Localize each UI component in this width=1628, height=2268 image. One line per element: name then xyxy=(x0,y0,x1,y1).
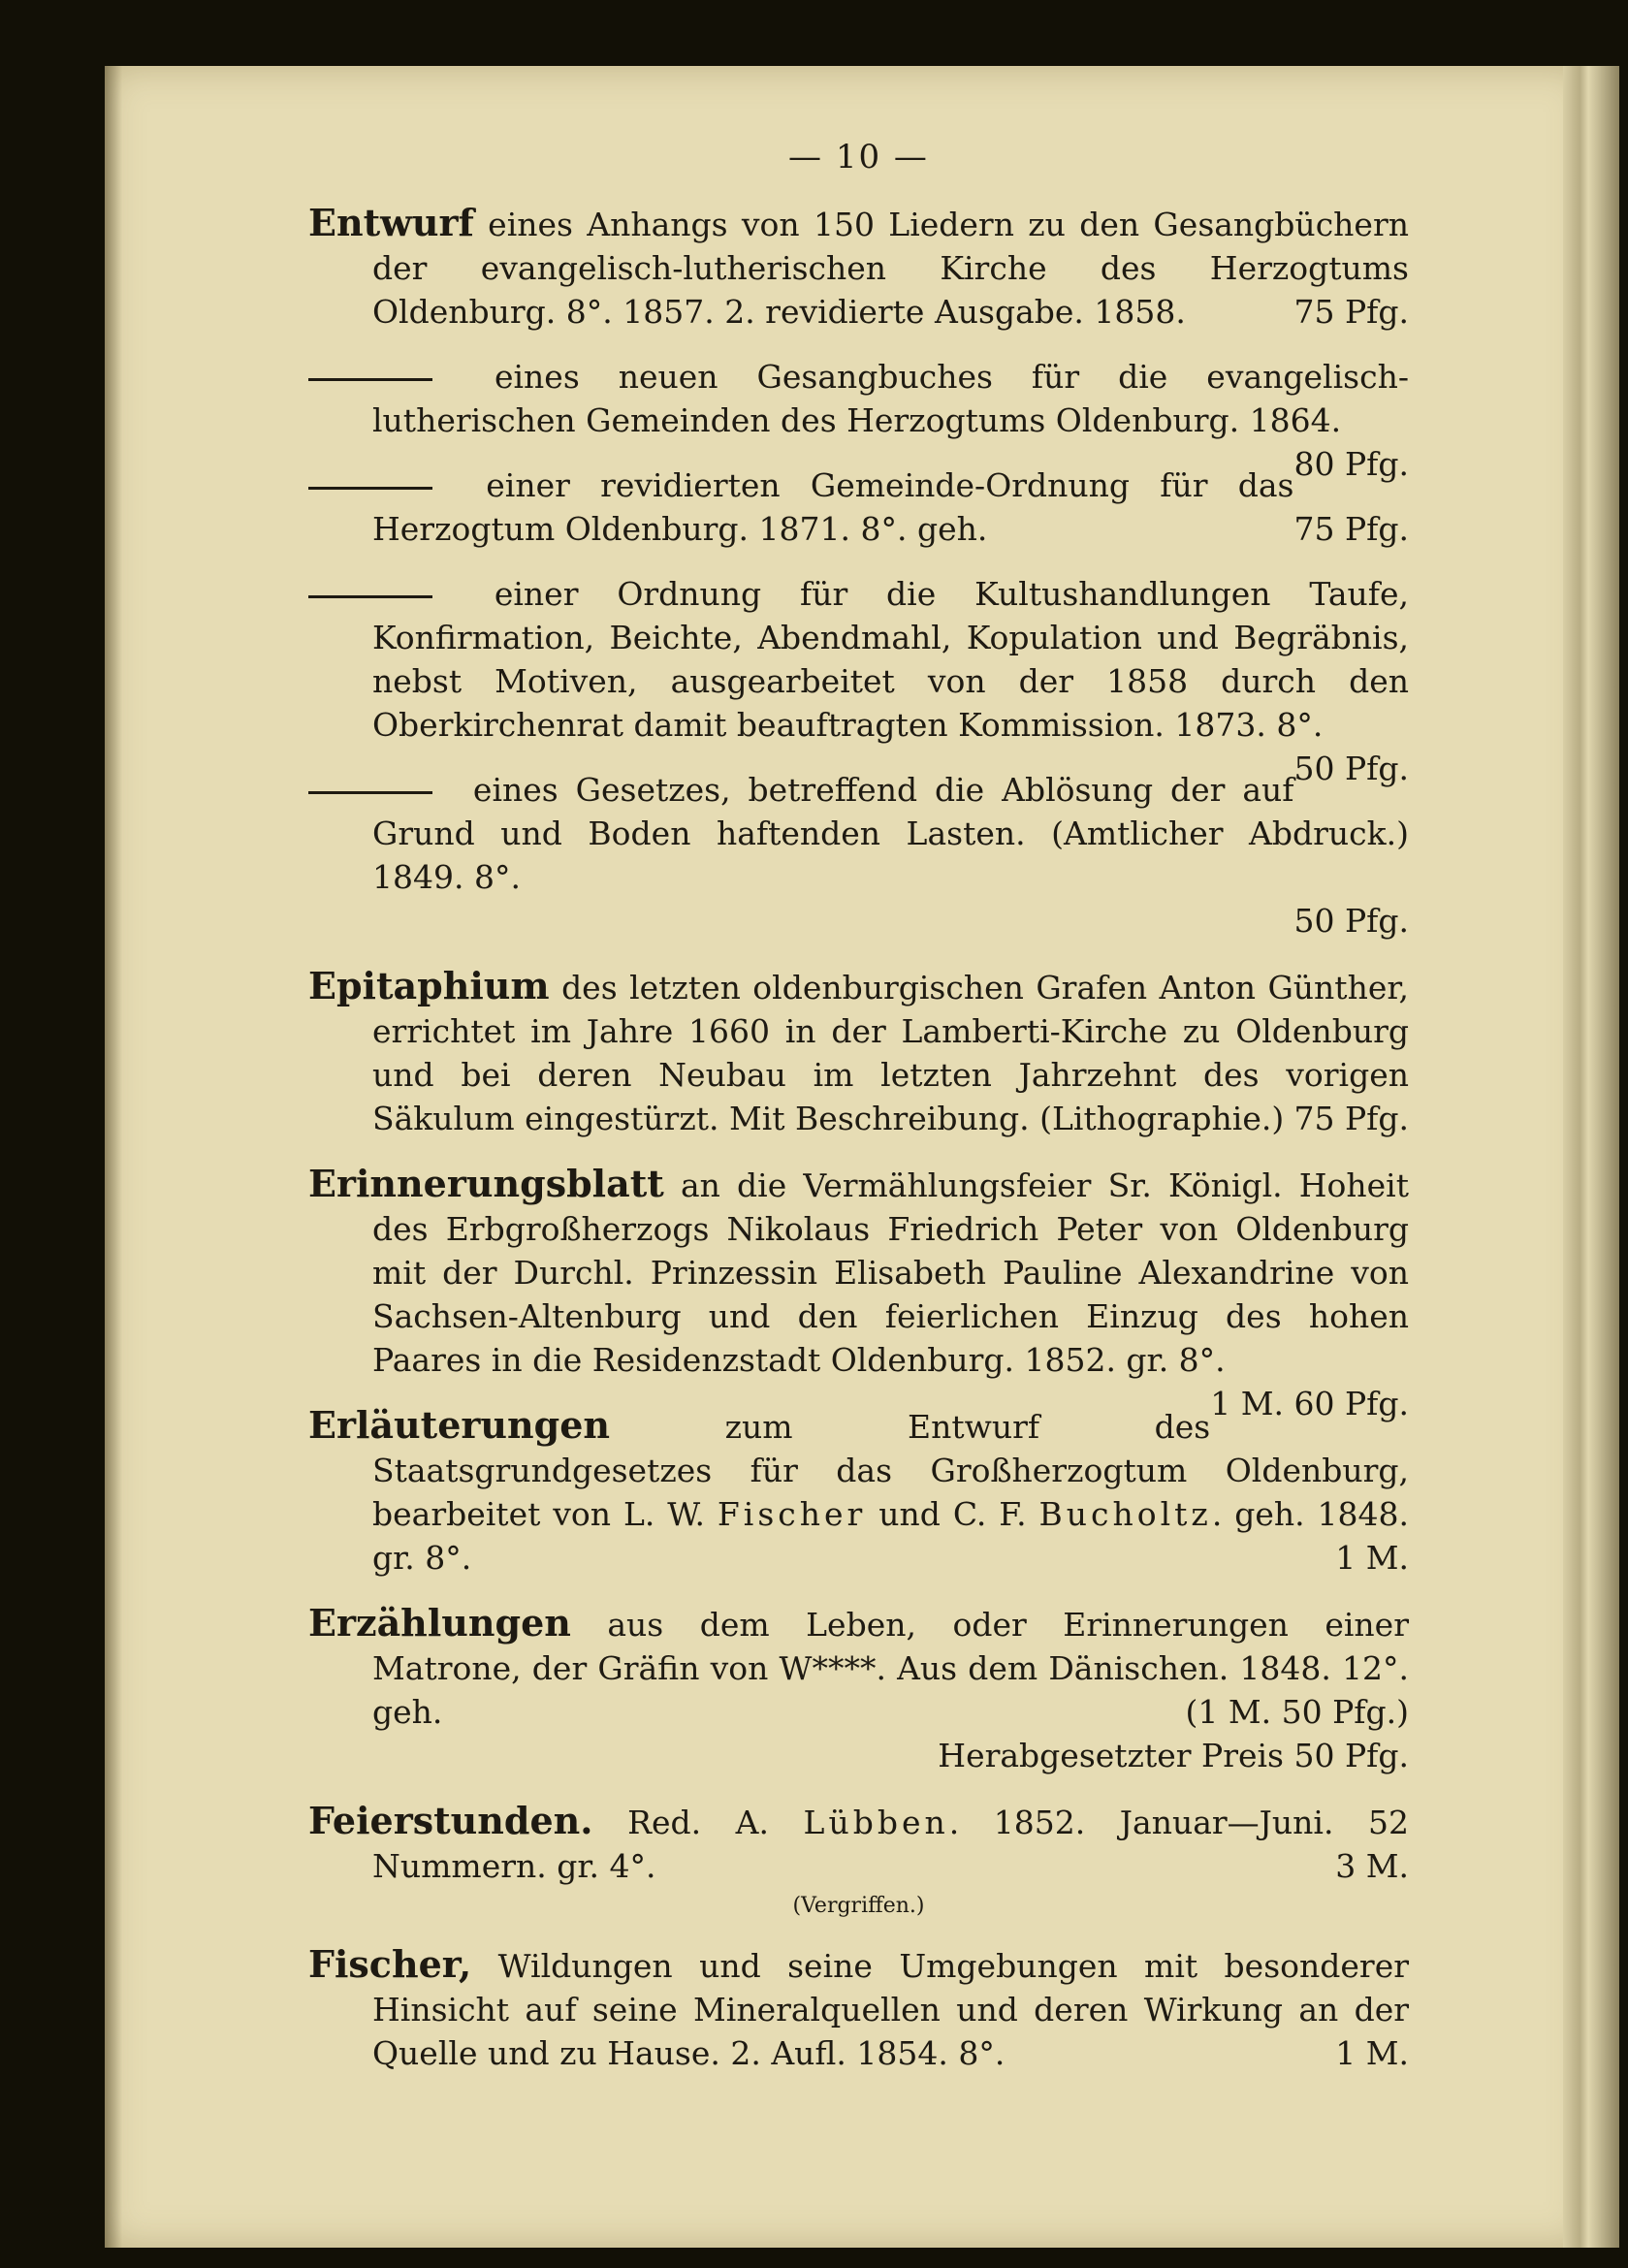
ditto-dash xyxy=(308,791,432,794)
spine-shadow xyxy=(105,66,122,2248)
author-name: Bucholtz xyxy=(1038,1495,1212,1533)
entry-erzaehlungen xyxy=(308,1601,1409,1777)
page-number: — 10 — xyxy=(788,138,929,176)
entry-text: . 1852. Januar—Juni. 52 Nummern. gr. 4°. xyxy=(372,1804,1409,1885)
entry-price: 75 Pfg. xyxy=(1293,1100,1409,1137)
entry-head: Entwurf xyxy=(308,201,474,244)
entry-entwurf-kultushandlungen xyxy=(308,572,1409,787)
ditto-dash xyxy=(308,487,432,490)
entry-price: 3 M. xyxy=(1335,1847,1409,1885)
entry-text: Wildungen und seine Umgebungen mit besonderer Hinsicht auf seine Mineralquellen und deren Wirkung an der Quelle und zu Hause. 2. Aufl. 1854. 8°. xyxy=(372,1947,1409,2072)
entry-erlaeuterungen xyxy=(308,1403,1409,1580)
entry-feierstunden xyxy=(308,1799,1409,1888)
entry-price: 80 Pfg. xyxy=(1293,445,1409,483)
entry-head: Feierstunden. xyxy=(308,1799,593,1842)
entry-text: zum Entwurf des Staatsgrundgesetzes für das Großherzogtum Oldenburg, bearbeitet von L. W. xyxy=(372,1408,1409,1533)
entry-price: 75 Pfg. xyxy=(1293,510,1409,548)
reduced-price: Herabgesetzter Preis 50 Pfg. xyxy=(938,1737,1409,1774)
entry-head: Erzählungen xyxy=(308,1601,571,1645)
entry-price: 1 M. xyxy=(1335,1539,1409,1577)
entry-text: des letzten oldenburgischen Grafen Anton Günther, errichtet im Jahre 1660 in der Lamberti-Kirche zu Oldenburg und bei deren Neubau im letzten Jahrzehnt des vorigen Säkulum eingestürzt. Mit Beschreibung. (Lithographie.) xyxy=(372,969,1409,1137)
entry-price: 1 M. xyxy=(1335,2034,1409,2072)
entry-fischer xyxy=(308,1942,1409,2075)
entry-price: (1 M. 50 Pfg.) xyxy=(1185,1693,1409,1731)
entry-head: Fischer, xyxy=(308,1942,472,1986)
editor-name: Lübben xyxy=(803,1804,949,1841)
entry-entwurf-gesetz xyxy=(308,768,1409,942)
author-name: Fischer xyxy=(717,1495,867,1533)
entry-epitaphium xyxy=(308,964,1409,1140)
entry-text: und C. F. xyxy=(878,1495,1027,1533)
entry-head: Erinnerungsblatt xyxy=(308,1162,664,1205)
entry-text: eines Gesetzes, betreffend die Ablösung der auf Grund und Boden haftenden Lasten. (Amtlicher Abdruck.) 1849. 8°. xyxy=(372,771,1409,896)
ditto-dash xyxy=(308,595,432,598)
entry-text: einer Ordnung für die Kultushandlungen Taufe, Konfirmation, Beichte, Abendmahl, Kopulation und Begräbnis, nebst Motiven, ausgearbeitet von der 1858 durch den Oberkirchenrat damit beauftragten Kommission. 1873. 8°. xyxy=(372,575,1409,744)
entry-price: 1 M. 60 Pfg. xyxy=(1210,1385,1409,1422)
entry-head: Erläuterungen xyxy=(308,1403,611,1447)
entry-head: Epitaphium xyxy=(308,964,550,1007)
entry-text: an die Vermählungsfeier Sr. Königl. Hoheit des Erbgroßherzogs Nikolaus Friedrich Peter von Oldenburg mit der Durchl. Prinzessin Elisabeth Pauline Alexandrine von Sachsen-Altenburg und den feierlichen Einzug des hohen Paares in die Residenzstadt Oldenburg. 1852. gr. 8°. xyxy=(372,1166,1409,1379)
entry-text: eines Anhangs von 150 Liedern zu den Gesangbüchern der evangelisch-lutherischen Kirche des Herzogtums Oldenburg. 8°. 1857. 2. revidierte Ausgabe. 1858. xyxy=(372,206,1409,331)
entry-price: 75 Pfg. xyxy=(1293,293,1409,331)
entry-text: Red. A. xyxy=(627,1804,769,1841)
out-of-print-note: (Vergriffen.) xyxy=(792,1894,925,1918)
entry-text: einer revidierten Gemeinde-Ordnung für das Herzogtum Oldenburg. 1871. 8°. geh. xyxy=(372,466,1294,548)
entry-entwurf-gemeindeordnung xyxy=(308,463,1409,551)
entry-entwurf-gesangbuch xyxy=(308,355,1409,483)
entry-text: eines neuen Gesangbuches für die evangelisch-lutherischen Gemeinden des Herzogtums Oldenburg. 1864. xyxy=(372,358,1409,439)
entry-text: . geh. 1848. gr. 8°. xyxy=(372,1495,1410,1577)
page-edge xyxy=(1563,66,1619,2248)
ditto-dash xyxy=(308,378,432,381)
entry-entwurf xyxy=(308,201,1409,334)
page-content xyxy=(308,136,1409,2096)
entry-price: 50 Pfg. xyxy=(1293,750,1409,787)
entry-price: 50 Pfg. xyxy=(1293,902,1409,940)
entry-erinnerungsblatt xyxy=(308,1162,1409,1422)
entry-text: aus dem Leben, oder Erinnerungen einer Matrone, der Gräfin von W****. Aus dem Dänischen. 1848. 12°. geh. xyxy=(372,1606,1409,1731)
